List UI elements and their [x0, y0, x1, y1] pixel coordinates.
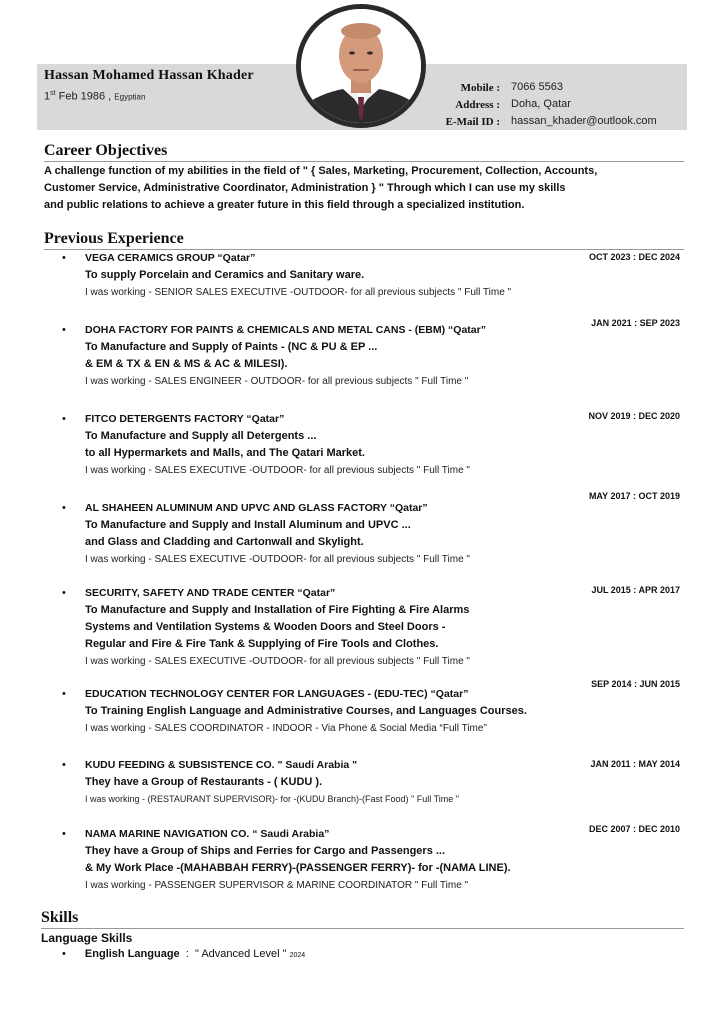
job-role: I was working - (RESTAURANT SUPERVISOR)- for -(KUDU Branch)-(Fast Food) " Full Time " [85, 794, 459, 804]
job-entry [62, 686, 542, 737]
job-dates: SEP 2014 : JUN 2015 [591, 679, 680, 689]
job-description: To Manufacture and Supply and Install Aluminum and UPVC ... [85, 519, 411, 531]
job-entry [62, 411, 542, 479]
job-description: To Manufacture and Supply and Installation of Fire Fighting & Fire Alarms [85, 604, 470, 616]
contact-values [511, 79, 657, 130]
job-dates: JAN 2021 : SEP 2023 [591, 318, 680, 328]
job-role: I was working - SALES COORDINATOR - INDOOR - Via Phone & Social Media “Full Time” [85, 723, 487, 734]
date-of-birth: 1st Feb 1986 , Egyptian [44, 90, 146, 103]
language-separator: : [185, 948, 189, 960]
career-objectives-title: Career Objectives [44, 142, 168, 159]
candidate-name: Hassan Mohamed Hassan Khader [44, 68, 254, 83]
bullet-icon: • [62, 759, 66, 771]
job-company: VEGA CERAMICS GROUP “Qatar” [85, 252, 256, 264]
career-line: Customer Service, Administrative Coordinator, Administration } " Through which I can use my skills [44, 182, 566, 194]
skills-divider [41, 928, 684, 929]
address-value: Doha, Qatar [511, 98, 571, 110]
bullet-icon: • [62, 587, 66, 599]
bullet-icon: • [62, 948, 66, 960]
job-entry [62, 322, 542, 390]
bullet-icon: • [62, 252, 66, 264]
job-description: To Training English Language and Administrative Courses, and Languages Courses. [85, 705, 527, 717]
job-role: I was working - SALES ENGINEER - OUTDOOR- for all previous subjects " Full Time " [85, 376, 469, 387]
bullet-icon: • [62, 502, 66, 514]
profile-photo [301, 9, 421, 123]
job-role: I was working - SALES EXECUTIVE -OUTDOOR- for all previous subjects " Full Time " [85, 465, 470, 476]
job-description: and Glass and Cladding and Cartonwall and Skylight. [85, 536, 364, 548]
language-skills-subtitle: Language Skills [41, 931, 133, 945]
email-label: E-Mail ID : [445, 116, 500, 128]
mobile-number: 7066 5563 [511, 81, 563, 93]
job-role: I was working - SALES EXECUTIVE -OUTDOOR- for all previous subjects " Full Time " [85, 554, 470, 565]
bullet-icon: • [62, 324, 66, 336]
job-description: to all Hypermarkets and Malls, and The Qatari Market. [85, 447, 365, 459]
language-skill-item [62, 948, 305, 960]
job-description: Systems and Ventilation Systems & Wooden Doors and Steel Doors - [85, 621, 446, 633]
job-dates: JUL 2015 : APR 2017 [591, 585, 680, 595]
job-description: To Manufacture and Supply all Detergents ... [85, 430, 317, 442]
career-divider [44, 161, 684, 162]
job-role: I was working - PASSENGER SUPERVISOR & MARINE COORDINATOR " Full Time " [85, 880, 469, 891]
job-entry [62, 250, 542, 301]
job-company: KUDU FEEDING & SUBSISTENCE CO. " Saudi Arabia " [85, 759, 358, 771]
job-company: EDUCATION TECHNOLOGY CENTER FOR LANGUAGES - (EDU-TEC) “Qatar” [85, 688, 469, 700]
job-entry [62, 585, 542, 670]
address-label: Address : [455, 99, 500, 111]
job-description: To Manufacture and Supply of Paints - (NC & PU & EP ... [85, 341, 378, 353]
skills-title: Skills [41, 909, 79, 926]
job-dates: JAN 2011 : MAY 2014 [590, 759, 680, 769]
bullet-icon: • [62, 413, 66, 425]
job-entry [62, 757, 542, 808]
job-role: I was working - SALES EXECUTIVE -OUTDOOR- for all previous subjects " Full Time " [85, 656, 470, 667]
job-company: SECURITY, SAFETY AND TRADE CENTER “Qatar” [85, 587, 336, 599]
career-objectives-text [44, 163, 664, 214]
job-description: To supply Porcelain and Ceramics and Sanitary ware. [85, 269, 365, 281]
language-level: " Advanced Level " [194, 948, 287, 960]
job-company: AL SHAHEEN ALUMINUM AND UPVC AND GLASS FACTORY “Qatar” [85, 502, 428, 514]
job-role: I was working - SENIOR SALES EXECUTIVE -OUTDOOR- for all previous subjects " Full Time " [85, 287, 512, 298]
job-company: FITCO DETERGENTS FACTORY “Qatar” [85, 413, 285, 425]
job-company: NAMA MARINE NAVIGATION CO. “ Saudi Arabia” [85, 828, 330, 840]
job-description: & EM & TX & EN & MS & AC & MILESI). [85, 358, 288, 370]
nationality: Egyptian [114, 92, 146, 102]
job-description: & My Work Place -(MAHABBAH FERRY)-(PASSENGER FERRY)- for -(NAMA LINE). [85, 862, 511, 874]
career-line: and public relations to achieve a greater future in this field through a specialized institution. [44, 199, 525, 211]
job-dates: OCT 2023 : DEC 2024 [588, 252, 680, 262]
bullet-icon: • [62, 828, 66, 840]
job-dates: NOV 2019 : DEC 2020 [588, 411, 680, 421]
job-description: They have a Group of Restaurants - ( KUDU ). [85, 776, 323, 788]
job-entry [62, 826, 542, 894]
bullet-icon: • [62, 688, 66, 700]
job-entry [62, 500, 542, 568]
mobile-label: Mobile : [460, 82, 500, 94]
job-description: They have a Group of Ships and Ferries for Cargo and Passengers ... [85, 845, 446, 857]
job-dates: MAY 2017 : OCT 2019 [588, 491, 680, 501]
career-line: A challenge function of my abilities in the field of " { Sales, Marketing, Procurement, Collection, Accounts, [44, 165, 598, 177]
previous-experience-title: Previous Experience [44, 230, 184, 247]
language-name: English Language [84, 948, 180, 960]
job-description: Regular and Fire & Fire Tank & Supplying of Fire Tools and Clothes. [85, 638, 439, 650]
job-dates: DEC 2007 : DEC 2010 [588, 824, 680, 834]
email-address[interactable]: hassan_khader@outlook.com [511, 115, 657, 127]
contact-labels [420, 80, 500, 131]
job-company: DOHA FACTORY FOR PAINTS & CHEMICALS AND METAL CANS - (EBM) “Qatar” [85, 324, 486, 336]
language-year: 2024 [289, 952, 306, 959]
